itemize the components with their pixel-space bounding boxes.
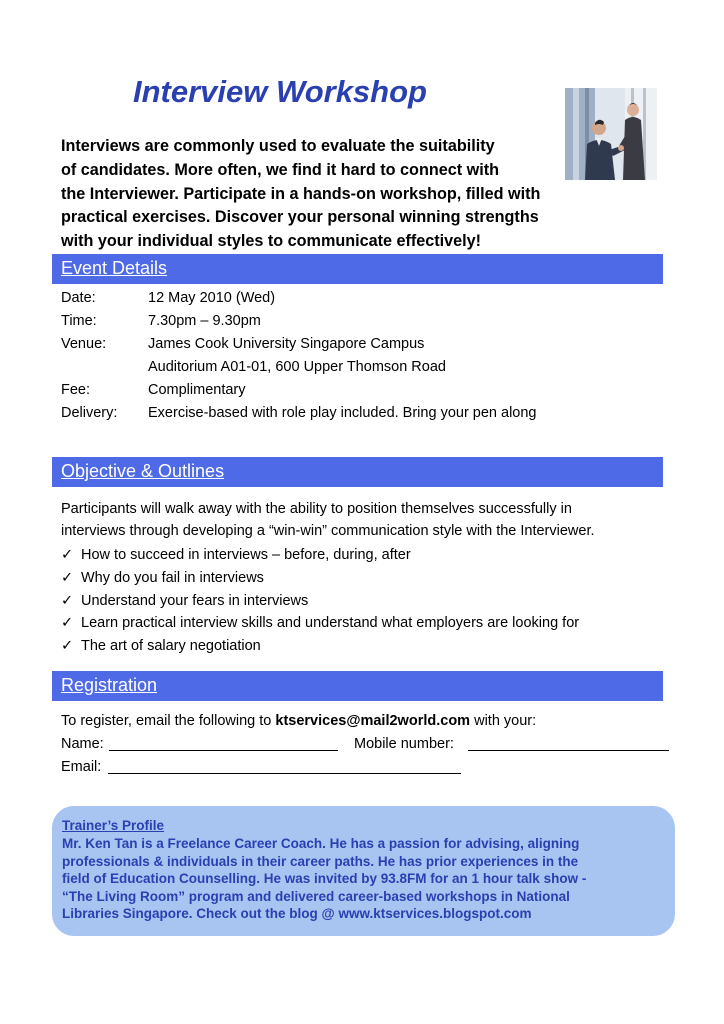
detail-value: Complimentary	[148, 382, 246, 398]
email-label: Email:	[61, 759, 102, 775]
detail-label: Time:	[61, 313, 97, 329]
list-item	[61, 570, 579, 593]
trainer-profile-box	[52, 806, 675, 936]
objective-heading: Objective & Outlines	[61, 461, 225, 481]
registration-bar	[52, 671, 663, 701]
list-item-text: Understand your fears in interviews	[81, 592, 309, 609]
outline-list	[61, 547, 579, 661]
detail-value: Exercise-based with role play included. Bring your pen along	[148, 405, 537, 421]
list-item-text: Why do you fail in interviews	[81, 569, 264, 586]
mobile-blank[interactable]	[468, 736, 669, 751]
registration-email-link[interactable]: ktservices@mail2world.com	[275, 713, 471, 729]
objective-line: Participants will walk away with the ability to position themselves successfully in	[61, 501, 572, 517]
objective-paragraph	[61, 498, 661, 542]
detail-label: Delivery:	[61, 405, 118, 421]
checkmark-icon: ✓	[61, 569, 74, 586]
list-item	[61, 547, 579, 570]
list-item	[61, 638, 579, 661]
registration-intro	[61, 713, 536, 736]
trainer-profile-text	[62, 835, 651, 923]
name-blank[interactable]	[109, 736, 338, 751]
trainer-profile-line: Mr. Ken Tan is a Freelance Career Coach. He has a passion for advising, aligning	[62, 836, 580, 851]
registration-intro-text: To register, email the following to	[61, 713, 276, 729]
detail-value: Auditorium A01-01, 600 Upper Thomson Road	[148, 359, 446, 375]
detail-label: Fee:	[61, 382, 91, 398]
registration-name-line	[61, 736, 536, 759]
event-details-heading: Event Details	[61, 258, 168, 278]
trainer-profile-line: “The Living Room” program and delivered career-based workshops in National	[62, 888, 570, 904]
objective-bar	[52, 457, 663, 487]
registration-section	[61, 713, 536, 782]
intro-paragraph	[61, 135, 621, 254]
checkmark-icon: ✓	[61, 638, 74, 655]
list-item	[61, 615, 579, 638]
detail-label: Date:	[61, 290, 96, 306]
detail-label: Venue:	[61, 336, 107, 352]
name-label: Name:	[61, 736, 104, 752]
list-item-text: How to succeed in interviews – before, during, after	[81, 547, 411, 563]
intro-line: with your individual styles to communicate effectively!	[61, 232, 482, 251]
list-item-text: Learn practical interview skills and understand what employers are looking for	[81, 615, 580, 632]
detail-value: 12 May 2010 (Wed)	[148, 290, 276, 306]
detail-value: 7.30pm – 9.30pm	[148, 313, 261, 329]
intro-line: the Interviewer. Participate in a hands-on workshop, filled with	[61, 184, 541, 203]
intro-line: practical exercises. Discover your personal winning strengths	[61, 208, 539, 227]
checkmark-icon: ✓	[61, 615, 74, 632]
checkmark-icon: ✓	[61, 547, 74, 563]
page-title: Interview Workshop	[133, 74, 427, 109]
registration-intro-text-end: with your:	[470, 713, 537, 729]
registration-heading: Registration	[61, 675, 158, 695]
email-blank[interactable]	[108, 759, 461, 774]
detail-value: James Cook University Singapore Campus	[148, 336, 425, 352]
event-details-bar	[52, 254, 663, 284]
trainer-profile-line: Libraries Singapore. Check out the blog @ www.ktservices.blogspot.com	[62, 906, 532, 922]
mobile-label: Mobile number:	[354, 736, 454, 752]
intro-line: Interviews are commonly used to evaluate the suitability	[61, 137, 495, 155]
trainer-profile-line: field of Education Counselling. He was invited by 93.8FM for an 1 hour talk show -	[62, 871, 587, 887]
intro-line: of candidates. More often, we find it hard to connect with	[61, 160, 499, 179]
objective-line: interviews through developing a “win-win” communication style with the Interviewer.	[61, 523, 595, 539]
list-item-text: The art of salary negotiation	[81, 638, 261, 655]
registration-email-line	[61, 759, 536, 782]
checkmark-icon: ✓	[61, 592, 74, 609]
trainer-profile-line: professionals & individuals in their career paths. He has prior experiences in the	[62, 853, 579, 869]
trainer-profile-heading: Trainer’s Profile	[62, 818, 165, 833]
list-item	[61, 593, 579, 616]
